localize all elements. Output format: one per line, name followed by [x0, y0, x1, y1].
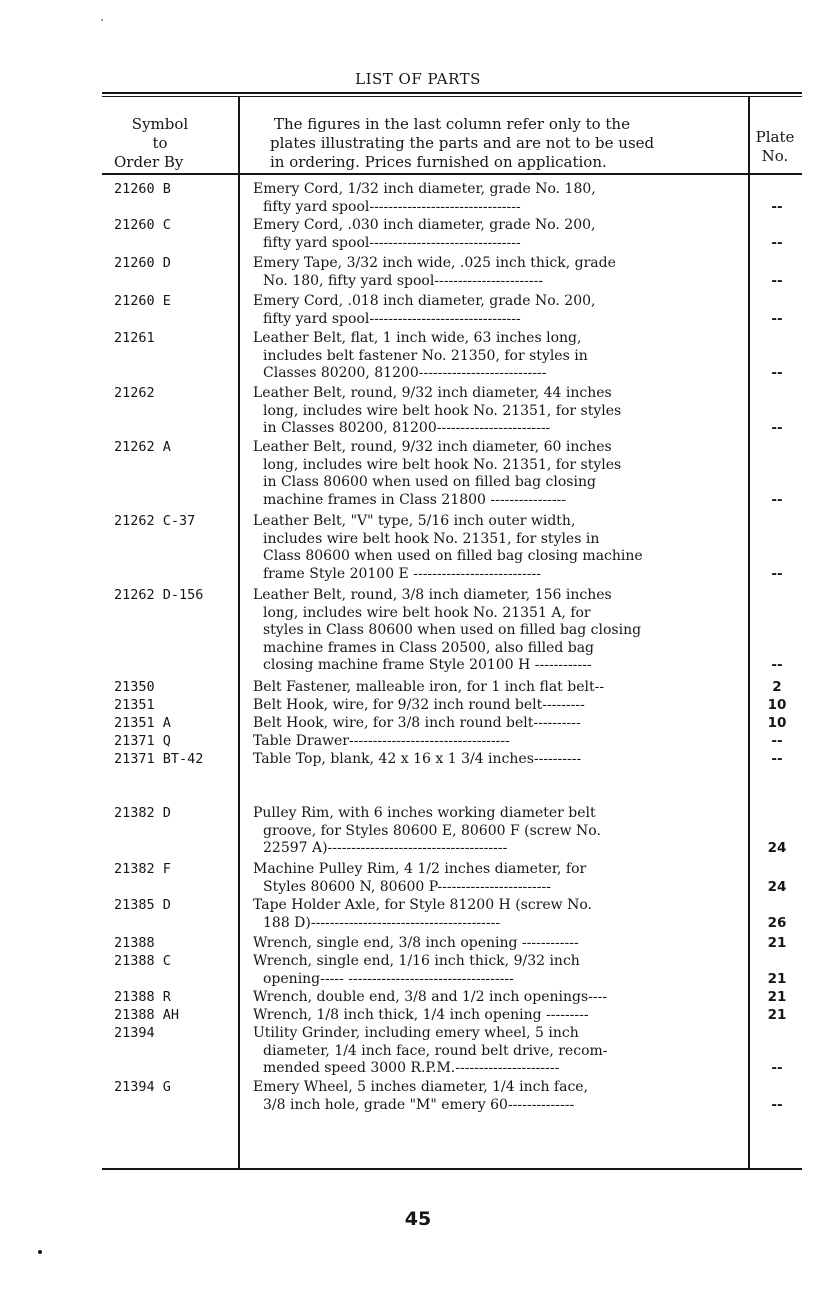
part-symbol: 21388: [114, 935, 155, 951]
part-description-line: machine frames in Class 20500, also filled bag: [263, 639, 595, 656]
part-description: [253, 953, 731, 988]
part-description-line: opening----- -----------------------------------: [263, 970, 514, 987]
part-description: [253, 805, 731, 858]
part-description: [253, 861, 731, 896]
part-description: [253, 897, 731, 932]
part-description: [253, 751, 731, 769]
part-description: [253, 679, 731, 697]
plate-number: --: [771, 751, 783, 767]
part-symbol: 21394: [114, 1025, 155, 1041]
part-description-line: Tape Holder Axle, for Style 81200 H (screw No.: [253, 897, 592, 913]
plate-number: 21: [767, 989, 787, 1005]
part-description-line: long, includes wire belt hook No. 21351 A, for: [263, 604, 591, 621]
plate-number: 26: [767, 915, 787, 931]
part-symbol: 21260 C: [114, 217, 171, 233]
header-description: [270, 115, 732, 172]
header-symbol-line: Order By: [114, 153, 184, 171]
part-description-line: Wrench, double end, 3/8 and 1/2 inch openings----: [253, 989, 608, 1005]
part-description-line: Leather Belt, "V" type, 5/16 inch outer width,: [253, 513, 576, 529]
part-description-line: diameter, 1/4 inch face, round belt drive, recom-: [263, 1042, 608, 1059]
part-description-line: Table Drawer----------------------------------: [253, 733, 510, 749]
part-description-line: No. 180, fifty yard spool-----------------------: [263, 272, 544, 289]
plate-number: --: [771, 733, 783, 749]
plate-number: --: [771, 365, 783, 381]
part-symbol: 21261: [114, 330, 155, 346]
plate-number: 2: [772, 679, 782, 695]
header-description-line: The figures in the last column refer only to the: [274, 115, 630, 133]
part-description-line: includes wire belt hook No. 21351, for styles in: [263, 530, 600, 547]
part-description: [253, 255, 731, 290]
part-description-line: groove, for Styles 80600 E, 80600 F (screw No.: [263, 822, 601, 839]
part-description-line: Utility Grinder, including emery wheel, 5 inch: [253, 1025, 579, 1041]
part-description-line: Leather Belt, round, 9/32 inch diameter, 44 inches: [253, 385, 612, 401]
part-symbol: 21350: [114, 679, 155, 695]
part-symbol: 21388 R: [114, 989, 171, 1005]
part-symbol: 21260 B: [114, 181, 171, 197]
plate-number: --: [771, 657, 783, 673]
part-description-line: Emery Cord, .018 inch diameter, grade No. 200,: [253, 293, 596, 309]
part-description-line: Belt Hook, wire, for 9/32 inch round belt---------: [253, 697, 585, 713]
part-description: [253, 935, 731, 953]
part-description-line: 3/8 inch hole, grade "M" emery 60--------------: [263, 1096, 575, 1113]
part-description-line: in Classes 80200, 81200------------------------: [263, 420, 551, 436]
part-description-line: in Class 80600 when used on filled bag closing: [263, 474, 596, 490]
header-plate: [748, 128, 802, 166]
part-description: [253, 697, 731, 715]
header-description-line: plates illustrating the parts and are not to be used: [270, 134, 655, 152]
column-divider-right: [748, 97, 750, 1170]
part-description-line: Leather Belt, flat, 1 inch wide, 63 inches long,: [253, 330, 582, 346]
part-symbol: 21371 BT-42: [114, 751, 204, 767]
part-description-line: mended speed 3000 R.P.M.----------------------: [263, 1060, 560, 1076]
paper-speck: [101, 19, 103, 21]
part-description-line: Leather Belt, round, 9/32 inch diameter, 60 inches: [253, 439, 612, 455]
part-description: [253, 217, 731, 252]
part-description-line: machine frames in Class 21800 ----------------: [263, 491, 567, 508]
plate-number: --: [771, 235, 783, 251]
part-description-line: Leather Belt, round, 3/8 inch diameter, 156 inches: [253, 587, 612, 603]
part-symbol: 21394 G: [114, 1079, 171, 1095]
part-description: [253, 1007, 731, 1025]
part-description-line: fifty yard spool--------------------------------: [263, 198, 521, 215]
plate-number: 21: [767, 1007, 787, 1023]
part-description: [253, 733, 731, 751]
top-double-rule-upper: [102, 92, 802, 94]
part-description-line: long, includes wire belt hook No. 21351, for styles: [263, 456, 622, 473]
part-description: [253, 513, 731, 583]
part-description-line: includes belt fastener No. 21350, for styles in: [263, 347, 588, 364]
plate-number: 21: [767, 935, 787, 951]
bottom-rule: [102, 1168, 802, 1170]
part-description-line: Emery Cord, 1/32 inch diameter, grade No. 180,: [253, 181, 596, 197]
part-description-line: Wrench, single end, 1/16 inch thick, 9/32 inch: [253, 953, 580, 969]
part-symbol: 21351: [114, 697, 155, 713]
plate-number: --: [771, 199, 783, 215]
part-symbol: 21351 A: [114, 715, 171, 731]
part-symbol: 21382 F: [114, 861, 171, 877]
part-description-line: closing machine frame Style 20100 H ------------: [263, 657, 592, 673]
plate-number: 24: [767, 840, 787, 856]
part-description-line: Pulley Rim, with 6 inches working diameter belt: [253, 805, 596, 821]
part-description-line: frame Style 20100 E ---------------------------: [263, 565, 541, 582]
plate-number: 21: [767, 971, 787, 987]
part-symbol: 21260 D: [114, 255, 171, 271]
part-description-line: 188 D)----------------------------------------: [263, 914, 501, 931]
header-symbol-line: Symbol: [131, 115, 189, 133]
part-description: [253, 330, 731, 383]
part-description-line: Table Top, blank, 42 x 16 x 1 3/4 inches----------: [253, 751, 582, 767]
part-description-line: long, includes wire belt hook No. 21351, for styles: [263, 402, 622, 419]
plate-number: 10: [767, 715, 787, 731]
plate-number: --: [771, 1097, 783, 1113]
header-plate-line: Plate: [755, 128, 795, 146]
part-symbol: 21262 D-156: [114, 587, 204, 603]
header-symbol: [100, 115, 220, 172]
part-description: [253, 587, 731, 675]
part-description-line: Machine Pulley Rim, 4 1/2 inches diameter, for: [253, 861, 587, 877]
part-description-line: Wrench, 1/8 inch thick, 1/4 inch opening ---------: [253, 1007, 589, 1023]
part-symbol: 21262: [114, 385, 155, 401]
paper-speck: [38, 1250, 42, 1254]
part-description-line: 22597 A)--------------------------------------: [263, 840, 508, 856]
part-description: [253, 293, 731, 328]
plate-number: --: [771, 492, 783, 508]
part-description-line: Belt Fastener, malleable iron, for 1 inch flat belt--: [253, 679, 605, 695]
plate-number: --: [771, 420, 783, 436]
page-number: 45: [404, 1208, 432, 1230]
part-description: [253, 385, 731, 438]
plate-number: 10: [767, 697, 787, 713]
header-description-line: in ordering. Prices furnished on application.: [270, 153, 607, 171]
header-symbol-line: to: [152, 134, 168, 152]
part-description: [253, 439, 731, 509]
part-symbol: 21262 A: [114, 439, 171, 455]
part-description: [253, 989, 731, 1007]
part-symbol: 21382 D: [114, 805, 171, 821]
plate-number: --: [771, 1060, 783, 1076]
part-description-line: fifty yard spool--------------------------------: [263, 234, 521, 251]
part-symbol: 21260 E: [114, 293, 171, 309]
part-description-line: styles in Class 80600 when used on filled bag closing: [263, 622, 642, 638]
part-description: [253, 715, 731, 733]
part-symbol: 21385 D: [114, 897, 171, 913]
part-description-line: Styles 80600 N, 80600 P------------------------: [263, 878, 551, 895]
header-rule: [102, 173, 802, 175]
part-symbol: 21388 AH: [114, 1007, 180, 1023]
part-description: [253, 1079, 731, 1114]
part-description-line: Belt Hook, wire, for 3/8 inch round belt----------: [253, 715, 581, 731]
plate-number: --: [771, 566, 783, 582]
part-symbol: 21371 Q: [114, 733, 171, 749]
page-title: LIST OF PARTS: [355, 70, 481, 88]
part-description: [253, 1025, 731, 1078]
part-description-line: fifty yard spool--------------------------------: [263, 310, 521, 327]
part-description-line: Class 80600 when used on filled bag closing machine: [263, 548, 643, 564]
part-description-line: Emery Tape, 3/32 inch wide, .025 inch thick, grade: [253, 255, 616, 271]
part-symbol: 21388 C: [114, 953, 171, 969]
plate-number: --: [771, 311, 783, 327]
part-description-line: Classes 80200, 81200---------------------------: [263, 365, 547, 381]
part-description-line: Emery Wheel, 5 inches diameter, 1/4 inch face,: [253, 1079, 589, 1095]
part-description-line: Emery Cord, .030 inch diameter, grade No. 200,: [253, 217, 596, 233]
header-plate-line: No.: [761, 147, 789, 165]
plate-number: 24: [767, 879, 787, 895]
part-description-line: Wrench, single end, 3/8 inch opening ------------: [253, 935, 579, 951]
top-double-rule-lower: [102, 96, 802, 97]
part-symbol: 21262 C-37: [114, 513, 196, 529]
plate-number: --: [771, 273, 783, 289]
part-description: [253, 181, 731, 216]
